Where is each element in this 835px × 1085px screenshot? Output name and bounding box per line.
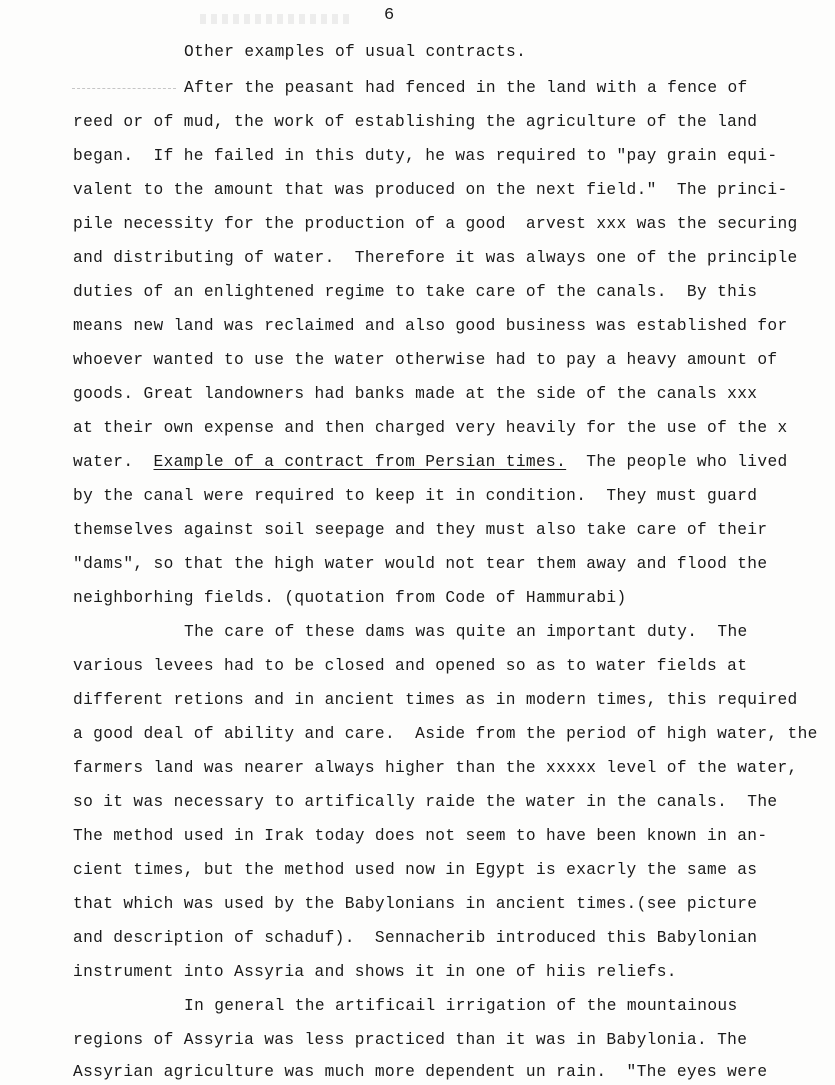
- text-segment: The people who lived: [566, 453, 788, 471]
- margin-smudge: [72, 88, 176, 93]
- text-line: at their own expense and then charged very heavily for the use of the x: [73, 419, 788, 437]
- text-line: farmers land was nearer always higher than the xxxxx level of the water,: [73, 759, 798, 777]
- text-line: began. If he failed in this duty, he was required to "pay grain equi-: [73, 147, 778, 165]
- text-line: The care of these dams was quite an important duty. The: [184, 623, 748, 641]
- text-line: pile necessity for the production of a good arvest xxx was the securing: [73, 215, 798, 233]
- text-line: a good deal of ability and care. Aside from the period of high water, the: [73, 725, 818, 743]
- text-line: and distributing of water. Therefore it was always one of the principle: [73, 249, 798, 267]
- text-line: that which was used by the Babylonians in ancient times.(see picture: [73, 895, 758, 913]
- text-line: duties of an enlightened regime to take care of the canals. By this: [73, 283, 758, 301]
- text-line: cient times, but the method used now in Egypt is exacrly the same as: [73, 861, 758, 879]
- underlined-title: Example of a contract from Persian times.: [153, 453, 567, 471]
- section-heading: Other examples of usual contracts.: [184, 43, 527, 61]
- text-line: goods. Great landowners had banks made at the side of the canals xxx: [73, 385, 758, 403]
- text-line: "dams", so that the high water would not tear them away and flood the: [73, 555, 768, 573]
- text-line: After the peasant had fenced in the land with a fence of: [184, 79, 748, 97]
- text-line: neighborhing fields. (quotation from Code of Hammurabi): [73, 589, 627, 607]
- text-line: by the canal were required to keep it in condition. They must guard: [73, 487, 758, 505]
- page-number: 6: [384, 6, 395, 25]
- text-line: instrument into Assyria and shows it in one of hiis reliefs.: [73, 963, 677, 981]
- text-segment: water.: [73, 453, 154, 471]
- text-line: themselves against soil seepage and they must also take care of their: [73, 521, 768, 539]
- text-line: reed or of mud, the work of establishing the agriculture of the land: [73, 113, 758, 131]
- text-line: The method used in Irak today does not seem to have been known in an-: [73, 827, 768, 845]
- text-line: so it was necessary to artifically raide the water in the canals. The: [73, 793, 778, 811]
- text-line: means new land was reclaimed and also good business was established for: [73, 317, 788, 335]
- faint-bleedthrough: [200, 14, 350, 24]
- text-line: In general the artificail irrigation of the mountainous: [184, 997, 738, 1015]
- text-line: regions of Assyria was less practiced than it was in Babylonia. The: [73, 1031, 748, 1049]
- text-line: Assyrian agriculture was much more dependent un rain. "The eyes were: [73, 1063, 768, 1081]
- text-line-with-underline: [73, 452, 788, 472]
- text-line: various levees had to be closed and opened so as to water fields at: [73, 657, 748, 675]
- text-line: and description of schaduf). Sennacherib introduced this Babylonian: [73, 929, 758, 947]
- text-line: valent to the amount that was produced on the next field." The princi-: [73, 181, 788, 199]
- text-line: different retions and in ancient times as in modern times, this required: [73, 691, 798, 709]
- text-line: whoever wanted to use the water otherwise had to pay a heavy amount of: [73, 351, 778, 369]
